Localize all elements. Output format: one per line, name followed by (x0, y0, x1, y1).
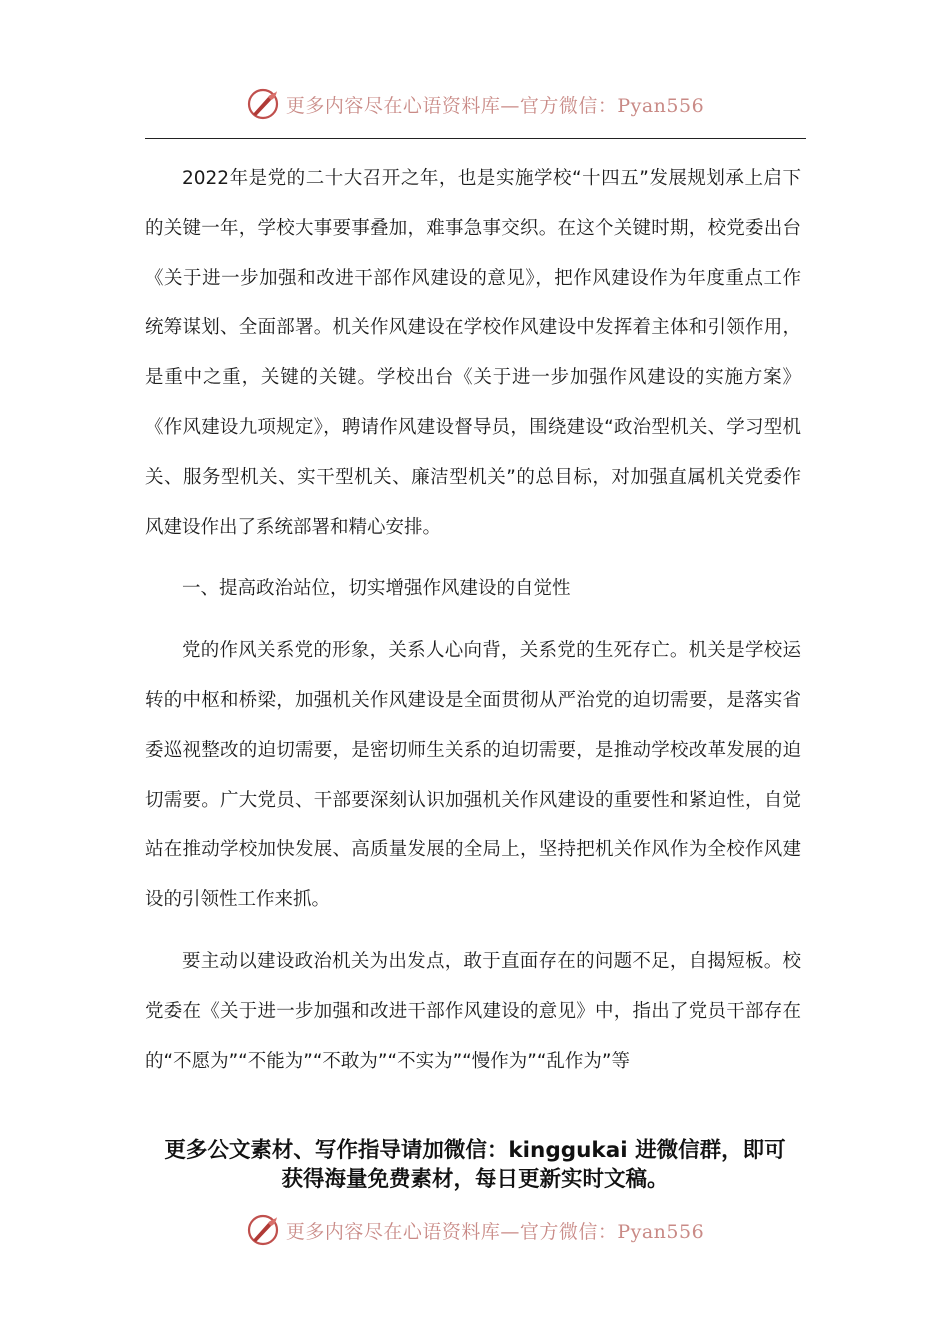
header-banner-text: 更多内容尽在心语资料库—官方微信：Pyan556 (285, 94, 705, 117)
header-divider (145, 138, 806, 139)
header-banner (0, 84, 950, 124)
promo-notice-line-2: 获得海量免费素材，每日更新实时文稿。 (281, 1167, 669, 1192)
paragraph-political-agency: 要主动以建设政治机关为出发点，敢于直面存在的问题不足，自揭短板。校党委在《关于进一步加强和改进干部作风建设的意见》中，指出了党员干部存在的“不愿为”“不能为”“不敢为”“不实为”“慢作为”“乱作为”等 (145, 950, 801, 1072)
footer-banner (0, 1210, 950, 1250)
quill-logo-icon (246, 1213, 280, 1247)
section-heading-1: 一、提高政治站位，切实增强作风建设的自觉性 (182, 578, 571, 600)
promo-notice-line-1: 更多公文素材、写作指导请加微信：kinggukai 进微信群，即可 (164, 1138, 786, 1163)
footer-banner-text: 更多内容尽在心语资料库—官方微信：Pyan556 (285, 1220, 705, 1243)
document-body (145, 154, 801, 1086)
promo-notice (145, 1136, 805, 1194)
paragraph-importance: 党的作风关系党的形象，关系人心向背，关系党的生死存亡。机关是学校运转的中枢和桥梁，加强机关作风建设是全面贯彻从严治党的迫切需要，是落实省委巡视整改的迫切需要，是密切师生关系的迫切需要，是推动学校改革发展的迫切需要。广大党员、干部要深刻认识加强机关作风建设的重要性和紧迫性，自觉站在推动学校加快发展、高质量发展的全局上，坚持把机关作风作为全校作风建设的引领性工作来抓。 (145, 640, 801, 911)
paragraph-intro: 2022年是党的二十大召开之年，也是实施学校“十四五”发展规划承上启下的关键一年，学校大事要事叠加，难事急事交织。在这个关键时期，校党委出台《关于进一步加强和改进干部作风建设的意见》，把作风建设作为年度重点工作统筹谋划、全面部署。机关作风建设在学校作风建设中发挥着主体和引领作用，是重中之重，关键的关键。学校出台《关于进一步加强作风建设的实施方案》《作风建设九项规定》，聘请作风建设督导员，围绕建设“政治型机关、学习型机关、服务型机关、实干型机关、廉洁型机关”的总目标，对加强直属机关党委作风建设作出了系统部署和精心安排。 (145, 168, 801, 538)
quill-logo-icon (246, 87, 280, 121)
